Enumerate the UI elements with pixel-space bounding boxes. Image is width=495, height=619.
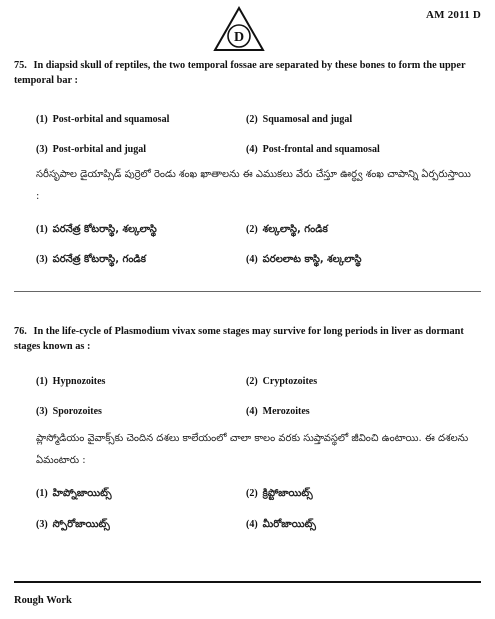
option-2-en: (2) Squamosal and jugal (246, 114, 353, 125)
question-75 (14, 58, 479, 88)
option-4-en: (4) Merozoites (246, 406, 310, 417)
rough-work-divider (14, 581, 481, 583)
option-3-en: (3) Post-orbital and jugal (36, 144, 147, 155)
option-1-en: (1) Hypnozoites (36, 376, 106, 387)
rough-work-label: Rough Work (14, 595, 72, 606)
paper-code: AM 2011 D (426, 9, 481, 21)
option-2-te: (2) క్రిప్టోజాయిట్స్ (246, 488, 313, 499)
option-4-en: (4) Post-frontal and squamosal (246, 144, 380, 155)
option-1-en: (1) Post-orbital and squamosal (36, 114, 170, 125)
question-stem-te: సరీసృపాల డైయాప్సిడ్ పుర్రెలో రెండు శంఖ ఖాతాలను ఈ ఎముకలు వేరు చేస్తూ ఊర్ధ్వ శంఖ చాపాన్ని ఏర్పరుస్తాయి : (36, 169, 471, 202)
option-3-en: (3) Sporozoites (36, 406, 102, 417)
question-number: 76. (14, 326, 27, 337)
option-4-te: (4) మీరోజాయిట్స్ (246, 519, 316, 530)
option-3-te: (3) స్పోరోజాయిట్స్ (36, 519, 110, 530)
option-2-en: (2) Cryptozoites (246, 376, 318, 387)
option-2-te: (2) శల్కలాస్థి, గండిక (246, 224, 328, 235)
series-triangle-badge (213, 6, 265, 52)
option-1-te: (1) హిప్నోజాయిట్స్ (36, 488, 112, 499)
question-stem-en: In diapsid skull of reptiles, the two temporal fossae are separated by these bones to form the upper temporal bar : (14, 60, 466, 86)
option-1-te: (1) పరనేత్ర కోటరాస్థి, శల్కలాస్థి (36, 224, 157, 235)
option-4-te: (4) పరలలాట కాస్థి, శల్కలాస్థి (246, 254, 362, 265)
question-76 (14, 324, 479, 354)
series-letter: D (233, 30, 245, 45)
option-3-te: (3) పరనేత్ర కోటరాస్థి, గండిక (36, 254, 147, 265)
question-number: 75. (14, 60, 27, 71)
question-stem-en: In the life-cycle of Plasmodium vivax some stages may survive for long periods in liver as dormant stages known as : (14, 326, 464, 352)
question-divider (14, 291, 481, 292)
question-stem-te: ప్లాస్మోడియం వైవాక్స్‌కు చెందిన దశలు కాలేయంలో చాలా కాలం వరకు సుప్తావస్థలో జీవించి ఉంటాయి. ఈ దశలను ఏమంటారు : (36, 433, 469, 466)
